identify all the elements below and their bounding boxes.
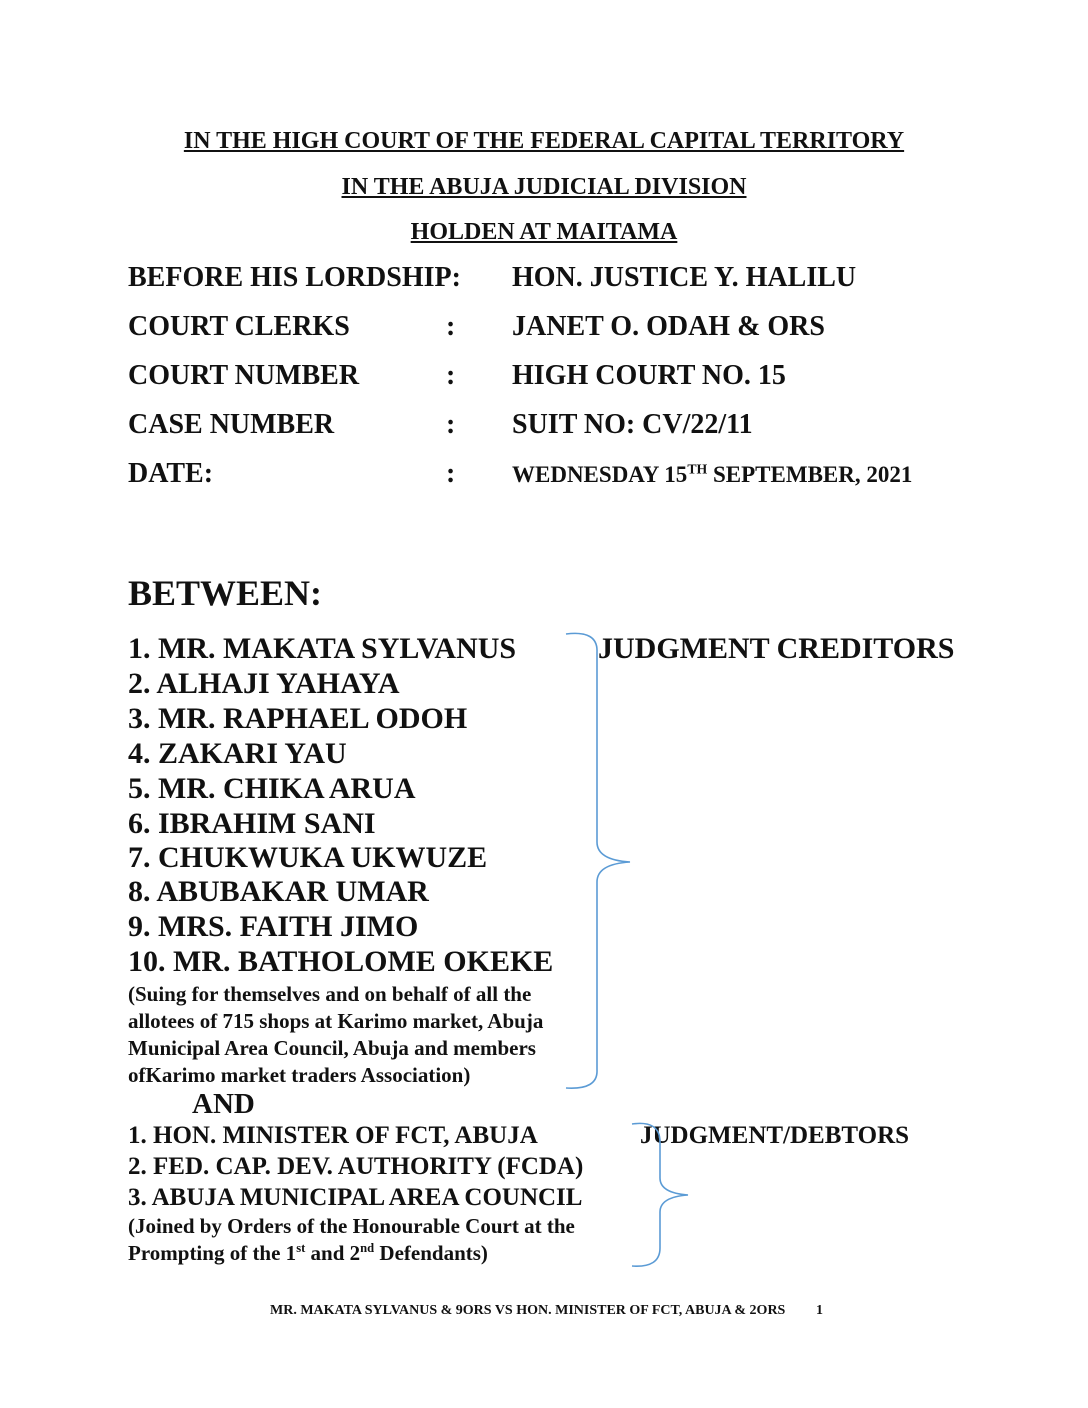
creditor-name: 2. ALHAJI YAHAYA [128, 667, 400, 700]
debtor-name: 1. HON. MINISTER OF FCT, ABUJA [128, 1122, 538, 1149]
date-colon: : [446, 458, 456, 489]
creditor-name: 1. MR. MAKATA SYLVANUS [128, 632, 517, 665]
division-title: IN THE ABUJA JUDICIAL DIVISION [341, 174, 747, 200]
case-number-colon: : [446, 409, 456, 440]
case-number-value: SUIT NO: CV/22/11 [512, 409, 753, 440]
holden-title: HOLDEN AT MAITAMA [410, 219, 678, 245]
court-number-value: HIGH COURT NO. 15 [512, 360, 786, 391]
creditor-name: 3. MR. RAPHAEL ODOH [128, 702, 468, 735]
lordship-label: BEFORE HIS LORDSHIP: [128, 262, 461, 293]
clerks-value: JANET O. ODAH & ORS [512, 311, 825, 342]
debtors-note-line1: (Joined by Orders of the Honourable Court at the [128, 1214, 575, 1238]
note-text: and 2 [305, 1241, 361, 1265]
creditor-name: 10. MR. BATHOLOME OKEKE [128, 945, 554, 978]
clerks-label: COURT CLERKS [128, 311, 350, 342]
debtors-role: JUDGMENT/DEBTORS [640, 1122, 910, 1149]
creditors-role: JUDGMENT CREDITORS [598, 632, 955, 665]
creditor-name: 5. MR. CHIKA ARUA [128, 772, 416, 805]
and-label: AND [192, 1088, 255, 1120]
note-ordinal: nd [360, 1241, 375, 1255]
court-number-label: COURT NUMBER [128, 360, 360, 391]
lordship-value: HON. JUSTICE Y. HALILU [512, 262, 857, 293]
creditors-brace [566, 633, 630, 1088]
date-ordinal: TH [687, 461, 708, 477]
between-label: BETWEEN: [128, 573, 323, 613]
date-day: WEDNESDAY 15 [512, 462, 688, 487]
debtors-brace [632, 1123, 688, 1266]
clerks-colon: : [446, 311, 456, 342]
debtor-name: 2. FED. CAP. DEV. AUTHORITY (FCDA) [128, 1153, 584, 1180]
court-title: IN THE HIGH COURT OF THE FEDERAL CAPITAL TERRITORY [183, 128, 905, 154]
note-text: Defendants) [374, 1241, 488, 1265]
creditor-name: 7. CHUKWUKA UKWUZE [128, 841, 488, 874]
creditors-note: (Suing for themselves and on behalf of all the allotees of 715 shops at Karimo market, Abuja Municipal Area Council, Abuja and members ofKarimo market traders Association) [128, 982, 544, 1087]
note-text: Prompting of the 1 [128, 1241, 297, 1265]
court-number-colon: : [446, 360, 456, 391]
footer-caption: MR. MAKATA SYLVANUS & 9ORS VS HON. MINISTER OF FCT, ABUJA & 2ORS [270, 1303, 786, 1318]
debtor-name: 3. ABUJA MUNICIPAL AREA COUNCIL [128, 1184, 583, 1211]
creditor-name: 4. ZAKARI YAU [128, 737, 347, 770]
page-number: 1 [816, 1303, 823, 1318]
note-ordinal: st [296, 1241, 306, 1255]
creditor-name: 8. ABUBAKAR UMAR [128, 875, 429, 908]
date-label: DATE: [128, 458, 214, 489]
case-number-label: CASE NUMBER [128, 409, 335, 440]
creditor-name: 9. MRS. FAITH JIMO [128, 910, 419, 943]
date-month-year: SEPTEMBER, 2021 [707, 462, 913, 487]
creditor-name: 6. IBRAHIM SANI [128, 807, 376, 840]
